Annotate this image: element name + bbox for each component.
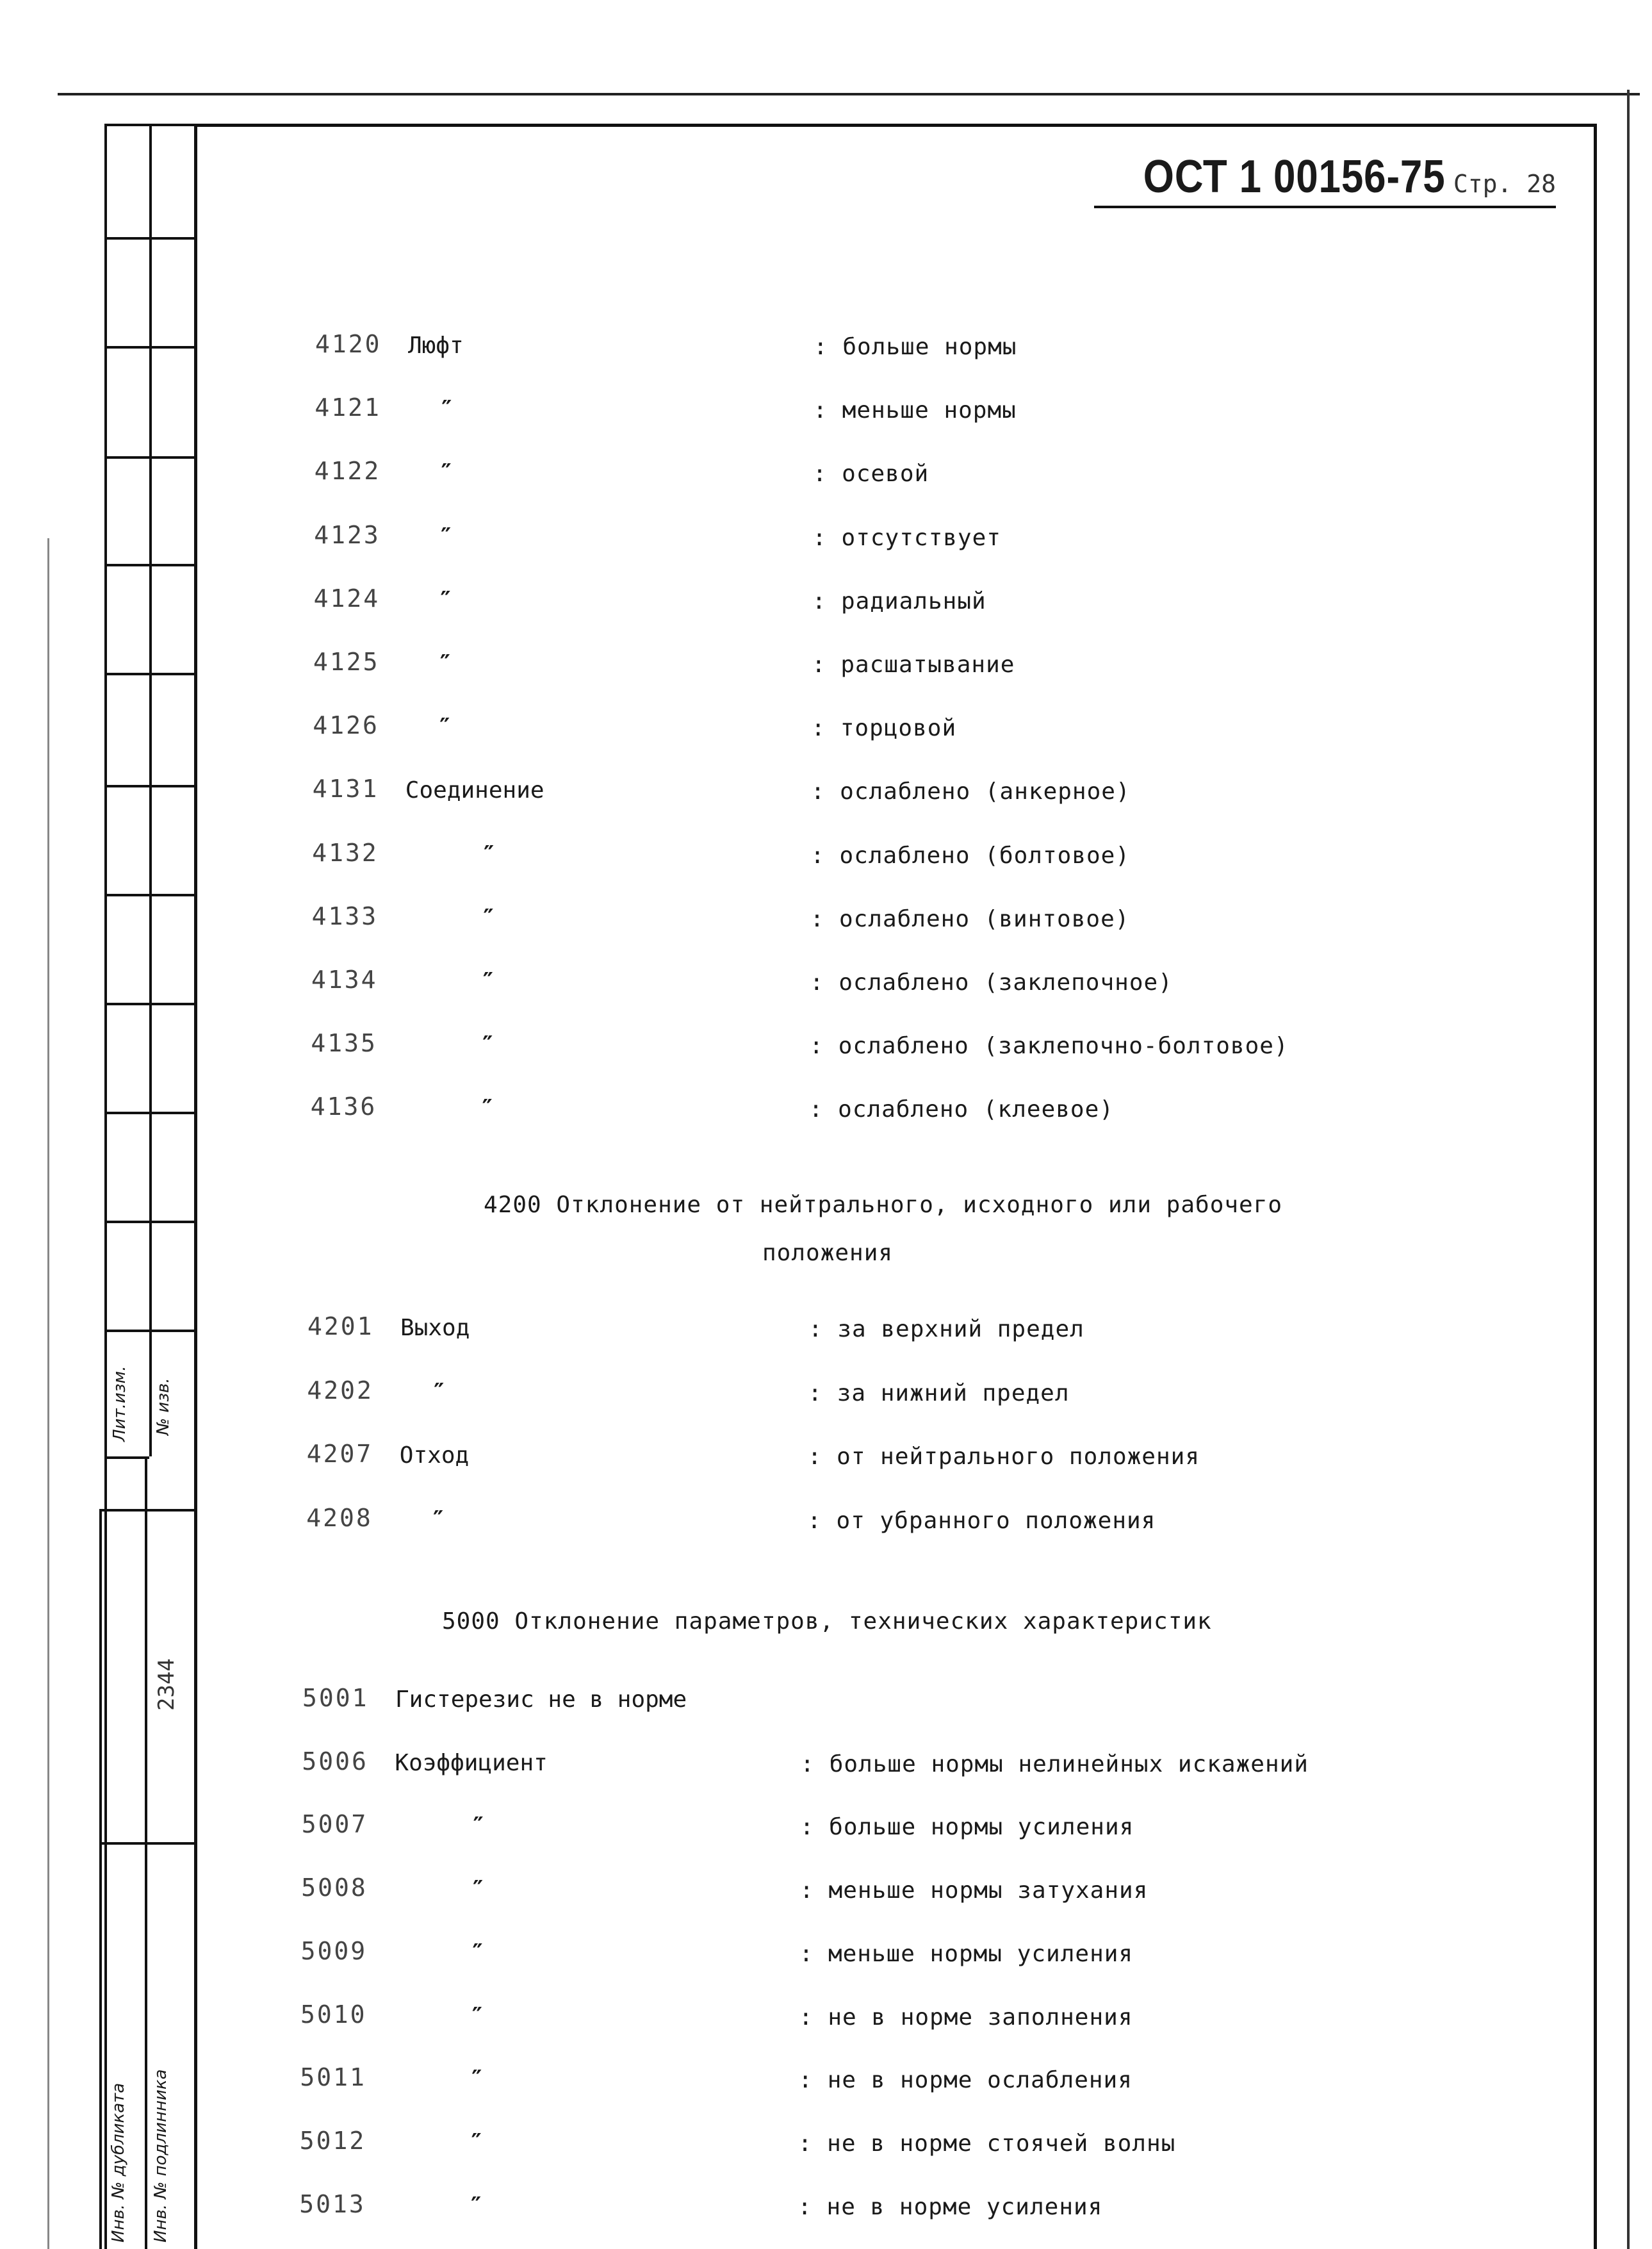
code-description: : больше нормы [814,334,1017,360]
code-row [301,1874,1582,1906]
code-number: 4133 [311,902,379,930]
code-description: : не в норме ослабления [798,2067,1133,2094]
strip-cell-line [104,1112,196,1114]
code-number: 4202 [307,1376,373,1405]
code-number: 4121 [315,393,381,422]
strip-outer-line-lower [99,1509,102,2249]
code-description: : ослаблено (заклепочно-болтовое) [809,1033,1289,1060]
code-number: 4123 [314,520,380,549]
code-number: 4122 [314,457,381,486]
code-description: : радиальный [812,588,986,614]
code-number: 4201 [307,1312,374,1340]
code-number: 5006 [302,1747,368,1775]
code-description: : отсутствует [812,524,1001,551]
code-number: 5011 [300,2063,366,2092]
lit-izm-label: Лит.изм. [110,1365,129,1442]
code-number: 4136 [310,1092,377,1121]
code-description: : меньше нормы затухания [799,1877,1149,1904]
strip-cell-line [104,1221,196,1223]
code-row [311,1029,1592,1061]
code-name: Гистерезис не в норме [395,1686,687,1713]
strip-cell-line [99,1509,196,1512]
code-name: Отход [399,1442,470,1469]
frame-top-border [195,124,1597,127]
code-row [307,1376,1588,1408]
code-number: 4135 [311,1029,377,1058]
code-description: : не в норме стоячей волны [797,2130,1176,2157]
code-row [301,1937,1582,1969]
strip-cell-line [104,1003,196,1005]
code-row [302,1810,1583,1842]
ditto-mark: ″ [481,904,496,931]
code-description: : не в норме заполнения [799,2004,1133,2031]
code-row [311,1092,1592,1124]
section-5000-heading: 5000 Отклонение параметров, технических характеристик [442,1608,1212,1635]
frame-right-border [1594,125,1597,2249]
code-row [307,1440,1588,1472]
strip-number: 2344 [154,1658,179,1711]
code-row [314,521,1595,553]
code-number: 4208 [306,1503,373,1532]
ditto-mark: ″ [470,1939,485,1966]
code-description: : ослаблено (заклепочное) [810,969,1173,996]
ditto-mark: ″ [469,2192,483,2219]
strip-mid-line [149,124,152,1456]
code-description: : осевой [812,461,929,488]
strip-mid-line-lower [145,1456,147,2249]
code-row [306,1504,1587,1536]
code-number: 4124 [313,584,380,613]
code-number: 4134 [311,966,378,994]
code-number: 5008 [301,1874,368,1902]
ditto-mark: ″ [431,1506,445,1533]
ditto-mark: ″ [481,968,495,994]
ditto-mark: ″ [438,586,453,613]
code-description: : меньше нормы усиления [799,1940,1134,1967]
strip-outer-line [104,124,107,2249]
code-name: Люфт [408,333,464,359]
strip-cell-line [104,1456,149,1459]
code-row [300,2127,1581,2159]
code-number: 5013 [299,2189,366,2218]
strip-cell-line [104,456,196,459]
strip-cell-line [104,564,196,566]
section-4200-heading-line2: положения [762,1240,894,1266]
code-name: Выход [400,1315,470,1341]
frame-outer-right-border [1627,90,1630,2249]
code-description: : ослаблено (винтовое) [810,905,1130,932]
ditto-mark: ″ [480,1095,495,1122]
code-description: : ослаблено (болтовое) [810,842,1131,869]
strip-cell-line [104,894,196,896]
frame-left-border [194,124,197,2249]
code-number: 5007 [301,1810,368,1839]
code-row [302,1747,1583,1779]
code-row [314,584,1595,616]
ditto-mark: ″ [439,396,454,423]
code-row [313,711,1594,743]
code-number: 4120 [315,330,382,358]
inv-podlinnika-label: Инв. № подлинника [151,2069,170,2243]
code-number: 5001 [302,1684,369,1712]
inv-dublikata-label: Инв. № дубликата [109,2082,128,2243]
ditto-mark: ″ [439,459,454,486]
code-description: : за верхний предел [808,1316,1084,1342]
code-number: 4125 [313,648,380,676]
ditto-mark: ″ [480,1032,495,1059]
ditto-mark: ″ [439,523,453,550]
code-row [313,648,1594,680]
code-name: Коэффициент [395,1749,548,1776]
strip-cell-line [104,1330,196,1332]
ditto-mark: ″ [432,1378,446,1405]
code-row [315,393,1596,425]
code-description: : за нижний предел [808,1380,1070,1406]
code-row [312,839,1593,871]
top-rule [58,93,1640,95]
code-description: : не в норме усиления [797,2193,1103,2220]
strip-cell-line [104,673,196,675]
strip-cell-line [104,346,196,349]
code-row [300,2000,1582,2032]
code-row [312,902,1593,934]
document-code: ОСТ 1 00156-75 [1143,151,1446,202]
code-row [307,1312,1589,1344]
code-number: 5010 [300,2000,367,2029]
code-number: 4126 [313,711,379,740]
ditto-mark: ″ [471,1813,486,1840]
code-row [315,330,1596,362]
code-row [302,1684,1583,1716]
section-4200-heading-line1: 4200 Отклонение от нейтрального, исходного или рабочего [484,1192,1283,1218]
code-description: : расшатывание [812,652,1015,678]
code-description: : больше нормы нелинейных искажений [800,1751,1309,1777]
ditto-mark: ″ [470,2066,484,2093]
code-description: : от нейтрального положения [807,1444,1200,1470]
code-row [313,775,1594,807]
code-row [311,966,1592,998]
document-header [1094,151,1556,208]
code-row [315,457,1596,489]
code-row [299,2190,1580,2222]
code-description: : ослаблено (анкерное) [810,778,1131,805]
code-description: : торцовой [811,715,957,742]
code-description: : меньше нормы [813,397,1017,424]
code-name: Соединение [405,777,544,804]
code-number: 4132 [312,838,379,867]
ditto-mark: ″ [482,841,496,868]
ditto-mark: ″ [438,650,452,677]
ditto-mark: ″ [438,714,452,741]
strip-cell-line [104,237,196,240]
code-description: : ослаблено (клеевое) [808,1096,1114,1123]
margin-mark [47,538,49,2249]
code-number: 5012 [299,2126,366,2155]
code-number: 4131 [312,775,379,803]
strip-cell-line [99,1842,196,1845]
ditto-mark: ″ [469,2129,484,2155]
code-row [300,2063,1581,2095]
code-description: : больше нормы усиления [799,1814,1134,1841]
ditto-mark: ″ [470,2002,484,2029]
code-number: 4207 [306,1440,373,1468]
strip-cell-line [104,124,196,126]
no-izv-label: № изв. [154,1378,173,1435]
ditto-mark: ″ [471,1876,485,1903]
code-number: 5009 [300,1936,368,1965]
code-description: : от убранного положения [807,1507,1156,1534]
strip-cell-line [104,785,196,787]
page-number: Стр. 28 [1453,170,1556,198]
